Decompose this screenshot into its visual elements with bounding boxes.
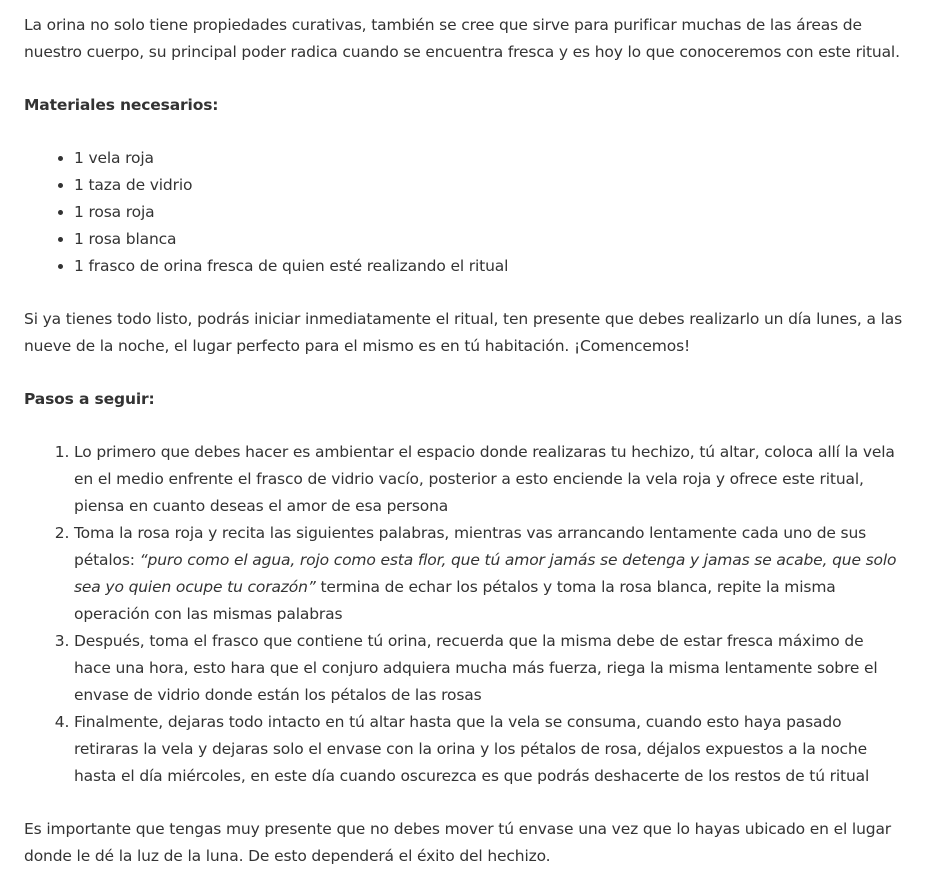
step-item: 1. Lo primero que debes hacer es ambientar el espacio donde realizaras tu hechizo, tú altar, coloca allí la vela en el medio enfrente el frasco de vidrio vacío, posterior a esto enciende la vela roja y ofrece este ritual, piensa en cuanto deseas el amor de esa persona: [74, 439, 904, 520]
instructions-paragraph: Si ya tienes todo listo, podrás iniciar inmediatamente el ritual, ten presente que debes realizarlo un día lunes, a las nueve de la noche, el lugar perfecto para el mismo es en tú habitación. ¡Comencemos!: [24, 310, 903, 355]
materials-list: [24, 145, 904, 280]
list-item: • 1 taza de vidrio: [74, 172, 904, 199]
closing-paragraph: Es importante que tengas muy presente que no debes mover tú envase una vez que lo hayas ubicado en el lugar donde le dé la luz de la luna. De esto dependerá el éxito del hechizo.: [24, 820, 892, 865]
step-item: 3. Después, toma el frasco que contiene tú orina, recuerda que la misma debe de estar fresca máximo de hace una hora, esto hara que el conjuro adquiera mucha más fuerza, riega la misma lentamente sobre el envase de vidrio donde están los pétalos de las rosas: [74, 628, 904, 709]
list-item: • 1 rosa blanca: [74, 226, 904, 253]
step-item: [74, 520, 904, 628]
list-item: • 1 rosa roja: [74, 199, 904, 226]
materials-heading: Materiales necesarios:: [24, 96, 219, 114]
step-item: 4. Finalmente, dejaras todo intacto en tú altar hasta que la vela se consuma, cuando esto haya pasado retiraras la vela y dejaras solo el envase con la orina y los pétalos de rosa, déjalos expuestos a la noche hasta el día miércoles, en este día cuando oscurezca es que podrás deshacerte de los restos de tú ritual: [74, 709, 904, 790]
list-item: • 1 frasco de orina fresca de quien esté realizando el ritual: [74, 253, 904, 280]
article-body: [24, 12, 904, 870]
steps-heading: Pasos a seguir:: [24, 390, 155, 408]
intro-paragraph: La orina no solo tiene propiedades curativas, también se cree que sirve para purificar muchas de las áreas de nuestro cuerpo, su principal poder radica cuando se encuentra fresca y es hoy lo que conoceremos con este ritual.: [24, 16, 900, 61]
list-item: • 1 vela roja: [74, 145, 904, 172]
steps-list: [24, 439, 904, 790]
spell-quote: “puro como el agua, rojo como esta flor, que tú amor jamás se detenga y jamas se acabe, que solo sea yo quien ocupe tu corazón”: [74, 551, 897, 596]
step-text: Toma la rosa roja y recita las siguientes palabras, mientras vas arrancando lentamente cada uno de sus pétalos:: [74, 524, 867, 569]
step-text: termina de echar los pétalos y toma la rosa blanca, repite la misma operación con las mismas palabras: [74, 578, 836, 623]
